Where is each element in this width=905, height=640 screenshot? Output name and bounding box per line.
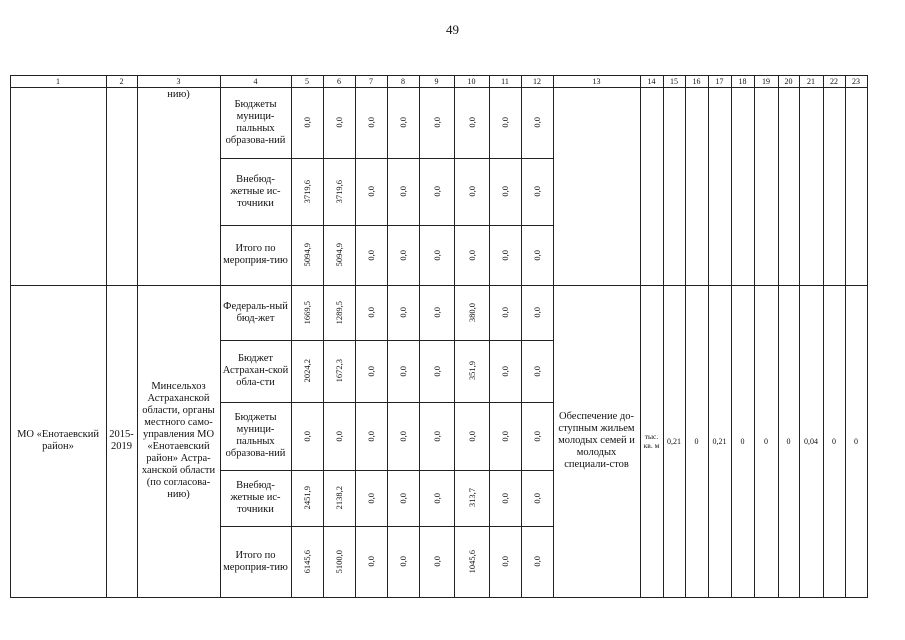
funding-value-text: 351,9 [466, 361, 477, 381]
funding-value-text: 0,0 [466, 249, 477, 261]
column-number-4: 4 [253, 76, 258, 86]
funding-value-text: 2451,9 [302, 486, 312, 510]
funding-value [489, 87, 521, 158]
table-top-rule [10, 75, 867, 76]
indicator-value: 0 [786, 436, 791, 446]
funding-value [291, 158, 323, 225]
funding-value [291, 285, 323, 340]
funding-value-text: 0,0 [398, 492, 408, 504]
funding-value-text: 1669,5 [302, 300, 312, 325]
indicator-value: 0 [832, 436, 836, 446]
column-number-10: 10 [467, 76, 476, 86]
funding-value [489, 470, 521, 526]
funding-value-text: 0,0 [366, 249, 376, 261]
column-number-14: 14 [647, 76, 656, 86]
column-number-5: 5 [305, 76, 309, 86]
budget-table [10, 75, 867, 597]
funding-value-text: 6145,6 [302, 549, 312, 574]
table-bottom-rule [10, 597, 867, 598]
funding-value-text: 0,0 [532, 117, 542, 128]
funding-value [454, 470, 489, 526]
funding-value [521, 340, 553, 402]
funding-value [489, 526, 521, 597]
funding-value-text: 0,0 [466, 430, 477, 442]
funding-value [387, 340, 419, 402]
funding-value-text: 5100,0 [334, 549, 344, 574]
funding-value [521, 225, 553, 285]
funding-value [291, 340, 323, 402]
column-number-16: 16 [692, 76, 701, 86]
executor-name: Минсельхоз Астраханской области, органы местного само-управления МО «Енотаевский район» Астра-ханской области (по согласова-нию) [141, 381, 216, 500]
funding-value-text: 0,0 [532, 365, 542, 377]
funding-value [387, 158, 419, 225]
funding-value [355, 158, 387, 225]
funding-value-text: 0,0 [398, 249, 408, 261]
column-number-6: 6 [337, 76, 341, 86]
column-number-2: 2 [119, 76, 124, 86]
funding-value-text: 0,0 [302, 117, 312, 128]
funding-value [454, 402, 489, 470]
funding-value-text: 2024,2 [302, 359, 312, 383]
funding-value [521, 87, 553, 158]
funding-value [454, 158, 489, 225]
funding-value-text: 0,0 [500, 365, 510, 377]
funding-value [521, 402, 553, 470]
funding-value-text: 0,0 [500, 430, 510, 442]
column-number-23: 23 [852, 76, 860, 86]
funding-value-text: 3719,6 [334, 179, 344, 204]
funding-value-text: 0,0 [500, 556, 510, 567]
funding-value [323, 285, 355, 340]
funding-value [291, 470, 323, 526]
column-number-11: 11 [501, 76, 509, 86]
funding-value-text: 0,0 [302, 430, 312, 442]
funding-value [454, 526, 489, 597]
column-number-1: 1 [56, 76, 60, 86]
funding-value [419, 225, 454, 285]
source-label: Федераль-ный бюд-жет [223, 300, 288, 324]
funding-value-text: 0,0 [398, 430, 408, 442]
funding-value [489, 225, 521, 285]
source-label: Внебюд-жетные ис-точники [230, 173, 281, 209]
funding-value-text: 0,0 [532, 186, 542, 197]
indicator-value: 0 [740, 436, 745, 446]
funding-value [489, 340, 521, 402]
funding-value [521, 158, 553, 225]
column-rule [553, 75, 554, 598]
period-years: 2015-2019 [109, 429, 134, 452]
funding-value-text: 0,0 [431, 307, 442, 318]
funding-value-text: 380,0 [466, 302, 477, 323]
column-number-17: 17 [715, 76, 724, 86]
funding-value-text: 0,0 [431, 492, 442, 504]
funding-value [419, 158, 454, 225]
funding-value [489, 158, 521, 225]
funding-value [291, 526, 323, 597]
funding-value [454, 87, 489, 158]
funding-value-text: 0,0 [500, 249, 510, 261]
funding-value [387, 225, 419, 285]
column-number-9: 9 [434, 76, 439, 86]
funding-value-text: 0,0 [500, 186, 510, 197]
funding-value [489, 402, 521, 470]
funding-value-text: 0,0 [366, 365, 376, 377]
funding-value-text: 0,0 [500, 117, 510, 128]
funding-value [387, 285, 419, 340]
funding-value [323, 158, 355, 225]
funding-value [355, 285, 387, 340]
funding-value [323, 225, 355, 285]
funding-value-text: 0,0 [500, 307, 510, 318]
funding-value [521, 470, 553, 526]
funding-value-text: 0,0 [466, 117, 477, 128]
funding-value-text: 0,0 [366, 492, 376, 504]
source-label: Итого по мероприя-тию [223, 549, 288, 573]
funding-value-text: 0,0 [334, 430, 344, 442]
funding-value-text: 0,0 [334, 117, 344, 128]
funding-value-text: 0,0 [431, 556, 442, 567]
page-number: 49 [446, 22, 459, 37]
funding-value [355, 402, 387, 470]
funding-value-text: 0,0 [398, 307, 408, 318]
funding-value [355, 470, 387, 526]
funding-value-text: 0,0 [431, 249, 442, 261]
funding-value-text: 3719,6 [302, 179, 312, 204]
column-rule [10, 75, 11, 598]
column-number-19: 19 [762, 76, 770, 86]
funding-value [387, 470, 419, 526]
funding-value-text: 0,0 [366, 307, 376, 318]
funding-value-text: 1672,3 [334, 359, 344, 383]
funding-value-text: 5094,9 [334, 243, 344, 267]
funding-value [323, 340, 355, 402]
indicator-value: 0,21 [667, 436, 681, 446]
territory-name: МО «Енотаевский район» [17, 429, 99, 452]
column-number-20: 20 [784, 76, 793, 86]
funding-value [419, 87, 454, 158]
funding-value [387, 402, 419, 470]
column-number-13: 13 [592, 76, 601, 86]
funding-value-text: 313,7 [466, 488, 477, 508]
funding-value [419, 470, 454, 526]
funding-value [355, 526, 387, 597]
funding-value-text: 0,0 [366, 186, 376, 197]
funding-value [323, 470, 355, 526]
column-number-7: 7 [369, 76, 373, 86]
source-label: Итого по мероприя-тию [223, 243, 288, 266]
source-label: Бюджеты муници-пальных образова-ний [225, 412, 286, 459]
funding-value-text: 0,0 [431, 186, 442, 197]
funding-value-text: 0,0 [366, 556, 376, 567]
funding-value [419, 526, 454, 597]
unit-of-measure: тыс. кв. м [643, 432, 660, 450]
column-rule [867, 75, 868, 598]
funding-value-text: 0,0 [398, 365, 408, 377]
funding-value [387, 526, 419, 597]
funding-value [387, 87, 419, 158]
column-number-3: 3 [176, 76, 181, 86]
funding-value-text: 1289,5 [334, 300, 344, 325]
funding-value-text: 0,0 [500, 492, 510, 504]
funding-value-text: 0,0 [398, 556, 408, 567]
funding-value [355, 225, 387, 285]
indicator-name: Обеспечение до-ступным жильем молодых семей и молодых специали-стов [558, 411, 635, 470]
column-number-12: 12 [533, 76, 541, 86]
funding-value [355, 87, 387, 158]
funding-value [355, 340, 387, 402]
funding-value [291, 225, 323, 285]
source-label: Внебюд-жетные ис-точники [230, 480, 281, 515]
indicator-value: 0,04 [804, 436, 818, 446]
funding-value [521, 285, 553, 340]
column-number-8: 8 [401, 76, 405, 86]
funding-value-text: 0,0 [431, 430, 442, 442]
funding-value [521, 526, 553, 597]
indicator-value: 0,21 [712, 436, 727, 446]
column-number-22: 22 [830, 76, 838, 86]
source-label: Бюджет Астрахан-ской обла-сти [222, 353, 289, 388]
funding-value [489, 285, 521, 340]
column-rule [137, 75, 138, 598]
column-number-15: 15 [670, 76, 678, 86]
funding-value-text: 0,0 [366, 430, 376, 442]
source-label: Бюджеты муници-пальных образова-ний [225, 98, 286, 146]
column-rule [220, 75, 221, 598]
funding-value-text: 0,0 [366, 117, 376, 128]
funding-value-text: 0,0 [398, 117, 408, 128]
funding-value [323, 526, 355, 597]
funding-value [419, 402, 454, 470]
funding-value [323, 402, 355, 470]
column-number-21: 21 [807, 76, 815, 86]
funding-value-text: 0,0 [466, 186, 477, 197]
funding-value-text: 0,0 [431, 117, 442, 128]
column-number-18: 18 [738, 76, 747, 86]
funding-value-text: 0,0 [532, 430, 542, 442]
funding-value-text: 5094,9 [302, 243, 312, 267]
indicator-value: 0 [764, 436, 768, 446]
funding-value [454, 225, 489, 285]
funding-value-text: 0,0 [532, 249, 542, 261]
funding-value [454, 285, 489, 340]
funding-value-text: 0,0 [431, 365, 442, 377]
indicator-value: 0 [694, 436, 699, 446]
funding-value-text: 0,0 [532, 556, 542, 567]
executor-continued: нию) [167, 89, 190, 100]
funding-value-text: 0,0 [532, 307, 542, 318]
funding-value-text: 0,0 [532, 492, 542, 504]
indicator-value: 0 [854, 436, 858, 446]
funding-value-text: 0,0 [398, 186, 408, 197]
funding-value [419, 340, 454, 402]
funding-value [291, 87, 323, 158]
funding-value [454, 340, 489, 402]
funding-value [291, 402, 323, 470]
funding-value [419, 285, 454, 340]
funding-value-text: 2138,2 [334, 486, 344, 510]
funding-value [323, 87, 355, 158]
funding-value-text: 1045,6 [466, 549, 477, 574]
